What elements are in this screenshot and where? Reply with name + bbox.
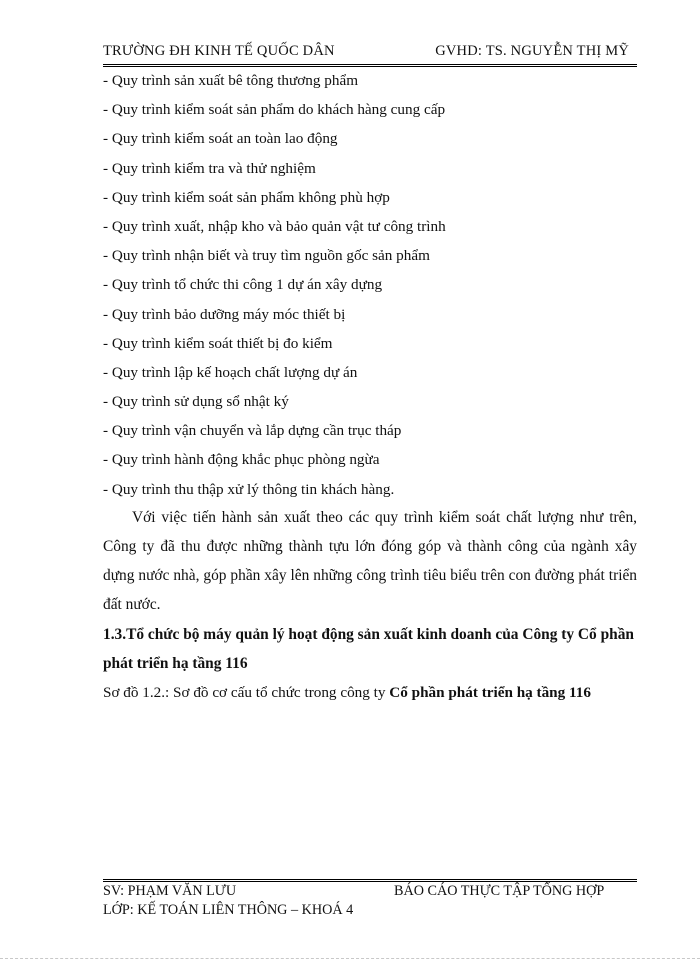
list-item: - Quy trình kiểm soát an toàn lao động [103, 130, 338, 148]
footer-rule [103, 879, 637, 880]
list-item: - Quy trình kiểm soát sản phẩm do khách hàng cung cấp [103, 101, 446, 119]
list-item: - Quy trình thu thập xử lý thông tin khách hàng. [103, 480, 395, 498]
list-item: - Quy trình sản xuất bê tông thương phẩm [103, 72, 359, 89]
list-item: - Quy trình sử dụng sổ nhật ký [103, 393, 289, 411]
list-item: - Quy trình kiểm soát thiết bị đo kiểm [103, 334, 333, 352]
list-item: - Quy trình xuất, nhập kho và bảo quản vật tư công trình [103, 217, 446, 235]
diagram-caption [103, 678, 643, 707]
list-item: - Quy trình lập kế hoạch chất lượng dự án [103, 363, 358, 381]
page-header [103, 43, 637, 63]
list-item: - Quy trình bảo dưỡng máy móc thiết bị [103, 305, 346, 323]
header-rule [103, 64, 637, 65]
list-item: - Quy trình kiểm soát sản phẩm không phù hợp [103, 188, 390, 206]
caption-company: Cổ phần phát triển hạ tầng 116 [389, 684, 591, 701]
body-paragraph: Với việc tiến hành sản xuất theo các quy trình kiểm soát chất lượng như trên, Công ty đã thu được những thành tựu lớn đóng góp và thành công của ngành xây dựng nước nhà, góp phần xây lên những công trình tiêu biểu trên con đường phát triển đất nước. [103, 509, 637, 613]
footer-report-title: BÁO CÁO THỰC TẬP TỔNG HỢP [394, 883, 605, 899]
list-item: - Quy trình vận chuyển và lắp dựng cần trục tháp [103, 422, 402, 440]
caption-text: Sơ đồ 1.2.: Sơ đồ cơ cấu tổ chức trong công ty [103, 684, 390, 701]
header-supervisor: GVHD: TS. NGUYỄN THỊ MỸ [435, 43, 629, 59]
section-heading: 1.3.Tổ chức bộ máy quản lý hoạt động sản xuất kinh doanh của Công ty Cổ phần phát triển hạ tầng 116 [103, 626, 634, 672]
list-item: - Quy trình nhận biết và truy tìm nguồn gốc sản phẩm [103, 247, 430, 265]
header-university: TRƯỜNG ĐH KINH TẾ QUỐC DÂN [103, 43, 335, 59]
list-item: - Quy trình tổ chức thi công 1 dự án xây dựng [103, 276, 383, 294]
footer-class: LỚP: KẾ TOÁN LIÊN THÔNG – KHOÁ 4 [103, 902, 354, 918]
procedure-list [103, 66, 637, 504]
list-item: - Quy trình hành động khắc phục phòng ngừa [103, 451, 380, 469]
list-item: - Quy trình kiểm tra và thử nghiệm [103, 159, 316, 177]
page-edge-divider [0, 958, 700, 959]
footer-student: SV: PHẠM VĂN LƯU [103, 883, 237, 899]
